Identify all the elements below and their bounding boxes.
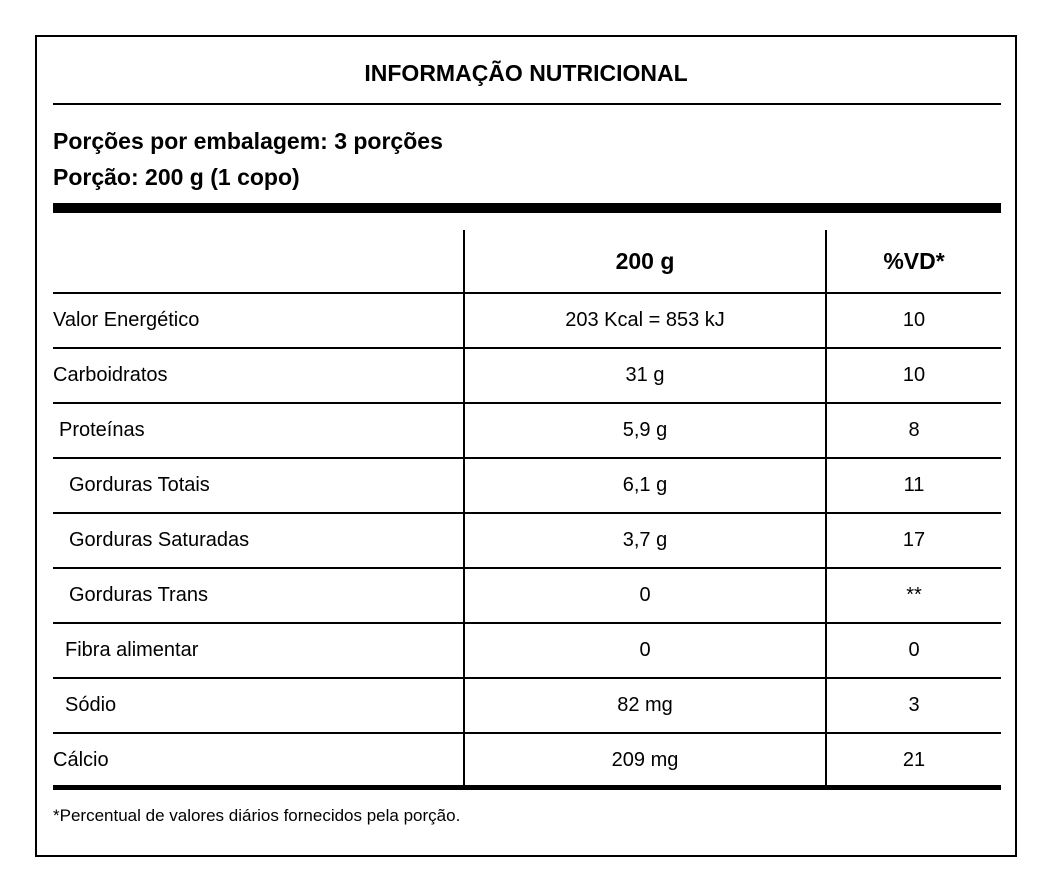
serving-size: Porção: 200 g (1 copo) [53,164,300,190]
table-row [53,733,1001,787]
nutrient-name: Gorduras Trans [53,568,464,623]
nutrient-amount: 203 Kcal = 853 kJ [464,293,826,348]
nutrient-name: Gorduras Saturadas [53,513,464,568]
table-row [53,513,1001,568]
footnote: *Percentual de valores diários fornecidos pela porção. [53,806,461,825]
nutrient-name: Valor Energético [53,293,464,348]
header-daily-value: %VD* [826,230,1001,293]
nutrient-daily-value: 10 [826,348,1001,403]
serving-info [53,123,443,195]
nutrient-name: Carboidratos [53,348,464,403]
table-row [53,568,1001,623]
nutrient-amount: 31 g [464,348,826,403]
nutrient-amount: 0 [464,568,826,623]
nutrition-table-body [53,293,1001,787]
thick-divider [53,203,1001,213]
nutrient-daily-value: 0 [826,623,1001,678]
nutrient-name: Cálcio [53,733,464,787]
nutrition-table [53,230,1001,787]
nutrient-daily-value: 3 [826,678,1001,733]
table-row [53,458,1001,513]
nutrient-daily-value: 10 [826,293,1001,348]
title-divider [53,103,1001,105]
table-row [53,678,1001,733]
nutrient-name: Gorduras Totais [53,458,464,513]
nutrient-amount: 6,1 g [464,458,826,513]
nutrient-daily-value: 17 [826,513,1001,568]
table-row [53,348,1001,403]
nutrient-amount: 209 mg [464,733,826,787]
nutrient-amount: 3,7 g [464,513,826,568]
label-title: INFORMAÇÃO NUTRICIONAL [364,60,688,86]
table-row [53,403,1001,458]
nutrient-amount: 5,9 g [464,403,826,458]
nutrient-name: Fibra alimentar [53,623,464,678]
table-row [53,293,1001,348]
nutrient-name: Sódio [53,678,464,733]
nutrient-daily-value: 11 [826,458,1001,513]
bottom-divider [53,785,1001,790]
table-header-row [53,230,1001,293]
nutrient-amount: 82 mg [464,678,826,733]
header-amount: 200 g [464,230,826,293]
nutrient-daily-value: ** [826,568,1001,623]
table-row [53,623,1001,678]
nutrient-name: Proteínas [53,403,464,458]
header-nutrient [53,230,464,293]
nutrition-facts-label [35,35,1017,857]
nutrient-amount: 0 [464,623,826,678]
nutrient-daily-value: 8 [826,403,1001,458]
servings-per-package: Porções por embalagem: 3 porções [53,128,443,154]
nutrient-daily-value: 21 [902,749,926,771]
